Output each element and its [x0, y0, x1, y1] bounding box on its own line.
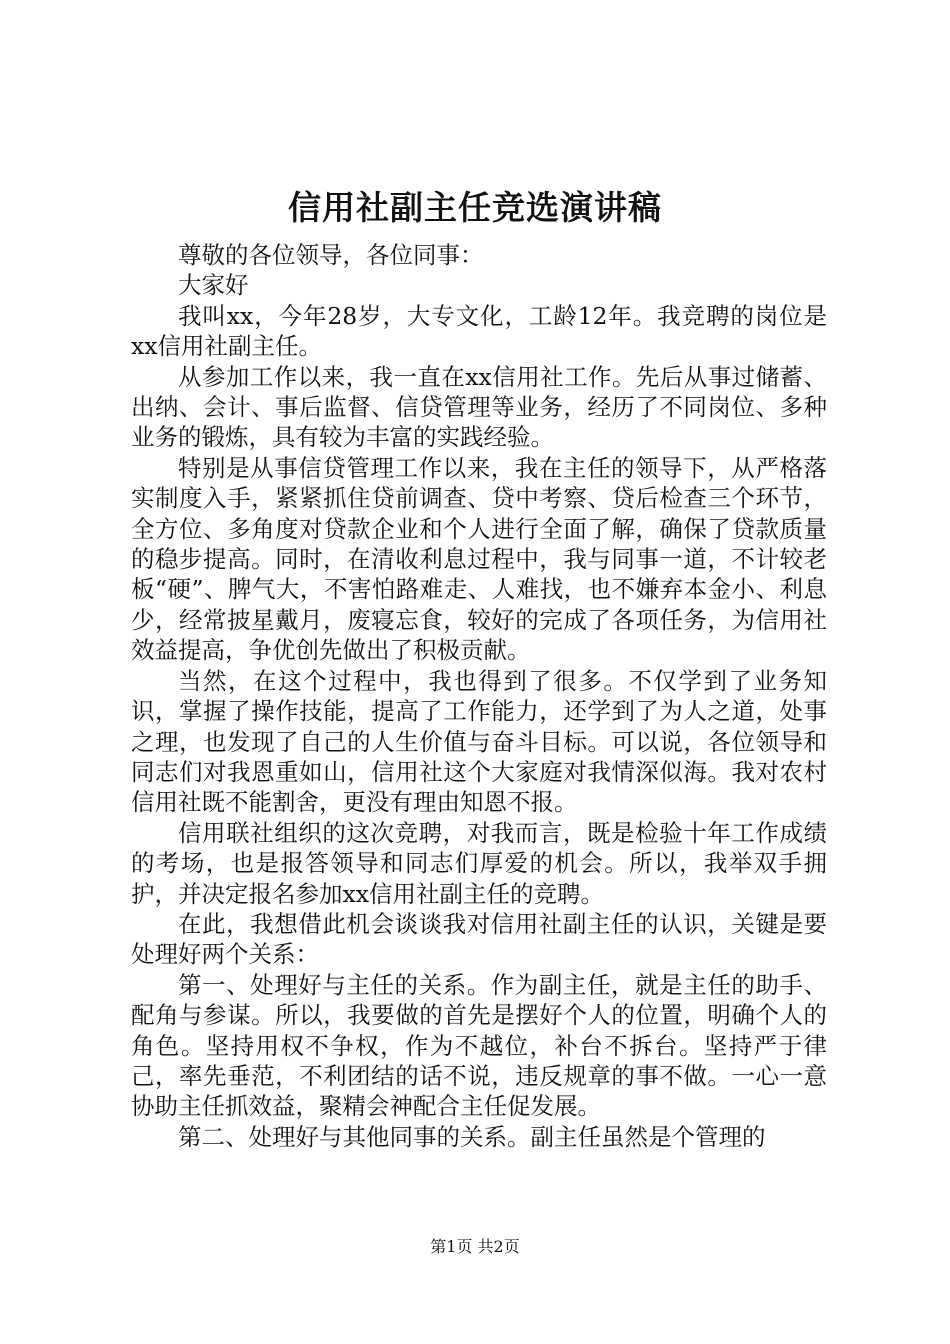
body-paragraph: 从参加工作以来，我一直在xx信用社工作。先后从事过储蓄、出纳、会计、事后监督、信贷管理等业务，经历了不同岗位、多种业务的锻炼，具有较为丰富的实践经验。 [131, 362, 827, 452]
body-paragraph: 第二、处理好与其他同事的关系。副主任虽然是个管理的 [178, 1122, 766, 1151]
document-body [131, 240, 827, 1152]
document-title: 信用社副主任竞选演讲稿 [288, 188, 662, 227]
page-footer: 第1页 共2页 [430, 1237, 520, 1256]
salutation-paragraph: 尊敬的各位领导，各位同事： [178, 241, 484, 269]
body-paragraph: 第一、处理好与主任的关系。作为副主任，就是主任的助手、配角与参谋。所以，我要做的首先是摆好个人的位置，明确个人的角色。坚持用权不争权，作为不越位，补台不拆台。坚持严于律己，率先垂范，不利团结的话不说，违反规章的事不做。一心一意协助主任抓效益，聚精会神配合主任促发展。 [131, 970, 827, 1121]
body-paragraph: 在此，我想借此机会谈谈我对信用社副主任的认识，关键是要处理好两个关系： [131, 909, 827, 969]
body-paragraph: 特别是从事信贷管理工作以来，我在主任的领导下，从严格落实制度入手，紧紧抓住贷前调查、贷中考察、贷后检查三个环节，全方位、多角度对贷款企业和个人进行全面了解，确保了贷款质量的稳步提高。同时，在清收利息过程中，我与同事一道，不计较老板“硬”、脾气大，不害怕路难走、人难找，也不嫌弃本金小、利息少，经常披星戴月，废寝忘食，较好的完成了各项任务，为信用社效益提高，争优创先做出了积极贡献。 [131, 453, 827, 665]
greeting-paragraph: 大家好 [178, 271, 249, 300]
body-paragraph: 信用联社组织的这次竞聘，对我而言，既是检验十年工作成绩的考场，也是报答领导和同志们厚爱的机会。所以，我举双手拥护，并决定报名参加xx信用社副主任的竞聘。 [131, 818, 827, 908]
body-paragraph: 我叫xx，今年28岁，大专文化，工龄12年。我竞聘的岗位是xx信用社副主任。 [131, 301, 827, 361]
body-paragraph: 当然，在这个过程中，我也得到了很多。不仅学到了业务知识，掌握了操作技能，提高了工作能力，还学到了为人之道，处事之理，也发现了自己的人生价值与奋斗目标。可以说，各位领导和同志们对我恩重如山，信用社这个大家庭对我情深似海。我对农村信用社既不能割舍，更没有理由知恩不报。 [131, 666, 827, 817]
